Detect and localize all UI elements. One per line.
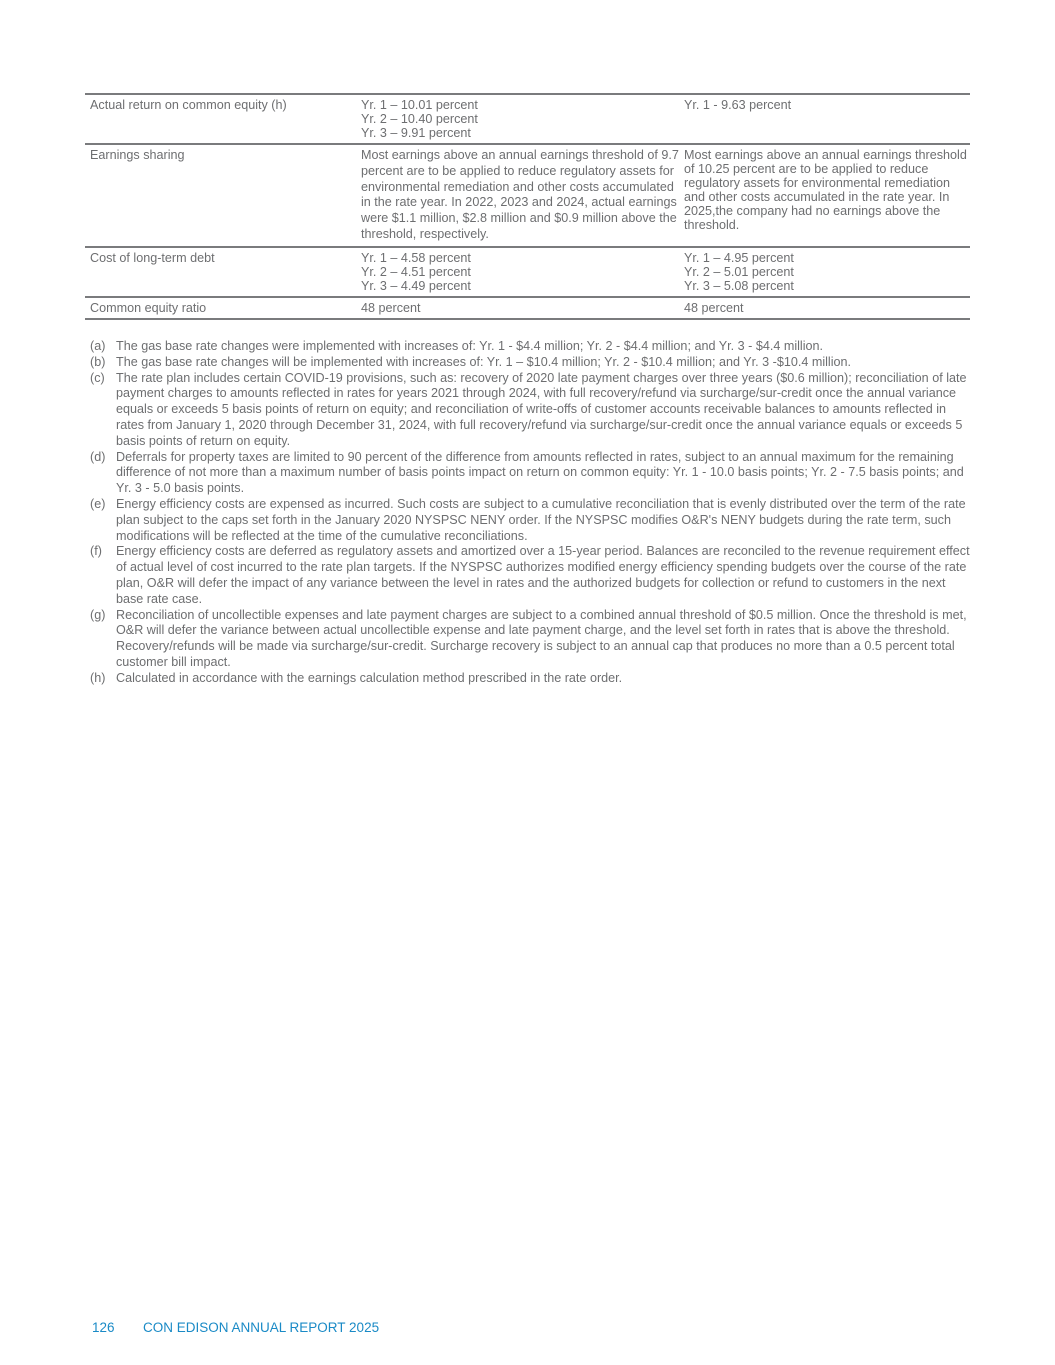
table-cell [356, 94, 679, 144]
row-label: Common equity ratio [90, 300, 207, 315]
footnote [90, 450, 970, 497]
table-row [85, 94, 970, 144]
cell-line: Yr. 3 – 4.49 percent [361, 278, 471, 293]
footnote-text: The gas base rate changes will be implemented with increases of: Yr. 1 – $10.4 million; Yr. 2 - $10.4 million; and Yr. 3 -$10.4 million. [116, 354, 852, 369]
footnotes [90, 339, 970, 687]
row-label: Cost of long-term debt [90, 250, 215, 265]
footnote [90, 371, 970, 450]
footnote [90, 497, 970, 544]
footnote [90, 608, 970, 671]
table-cell [679, 94, 970, 144]
footnote [90, 671, 970, 687]
footnote-marker: (a) [90, 339, 106, 353]
footnote [90, 355, 970, 371]
cell-line: Yr. 3 – 5.08 percent [684, 278, 794, 293]
table-cell [356, 247, 679, 297]
table-cell: 48 percent [361, 300, 421, 315]
footnote-text: The gas base rate changes were implemented with increases of: Yr. 1 - $4.4 million; Yr. 2 - $4.4 million; and Yr. 3 - $4.4 million. [116, 339, 824, 353]
footnote [90, 544, 970, 607]
footnote-text: The rate plan includes certain COVID-19 provisions, such as: recovery of 2020 late payment charges over three years ($0.6 million); reconciliation of late payment charges to amounts reflected in rates for years 2021 through 2024, with full recovery/refund via surcharge/sur-credit once the annual variance equals or exceeds 5 basis points of return on equity; and reconciliation of write-offs of customer accounts receivable balances to amounts reflected in rates from January 1, 2020 through December 31, 2024, with full recovery/refund via surcharge/sur-credit once the annual variance equals or exceeds 5 basis points of return on equity. [116, 370, 967, 448]
table-cell [679, 247, 970, 297]
footnote-text: Energy efficiency costs are deferred as regulatory assets and amortized over a 15-year period. Balances are reconciled to the revenue requirement effect of actual level of cost incurred to the rate plan targets. If the NYSPSC authorizes modified energy efficiency spending budgets over the course of the rate plan, O&R will defer the impact of any variance between the level in rates and the authorized budgets for collection or refund to customers in the next base rate case. [116, 544, 970, 606]
cell-line: Yr. 1 – 10.01 percent [361, 98, 478, 112]
footnote-marker: (d) [90, 449, 106, 464]
table-cell: Most earnings above an annual earnings threshold of 10.25 percent are to be applied to reduce regulatory assets for environmental remediation and other costs accumulated in the rate year. In 2025,the company had no earnings above the threshold. [684, 148, 967, 232]
footnote-marker: (g) [90, 607, 106, 622]
cell-line: Yr. 1 - 9.63 percent [684, 98, 792, 112]
footnote-marker: (b) [90, 354, 106, 369]
footnote [90, 339, 970, 355]
rate-plan-table [85, 93, 970, 320]
page-number: 126 [92, 1320, 115, 1335]
cell-line: Yr. 1 – 4.95 percent [684, 250, 794, 265]
table-cell: Most earnings above an annual earnings threshold of 9.7 percent are to be applied to reduce regulatory assets for environmental remediation and other costs accumulated in the rate year. In 2022, 2023 and 2024, actual earnings were $1.1 million, $2.8 million and $0.9 million above the threshold, respectively. [361, 148, 679, 241]
row-label: Actual return on common equity (h) [90, 98, 287, 112]
footnote-marker: (e) [90, 496, 106, 511]
table-row [85, 144, 970, 247]
cell-line: Yr. 2 – 10.40 percent [361, 112, 478, 126]
footnote-text: Reconciliation of uncollectible expenses and late payment charges are subject to a combined annual threshold of $0.5 million. Once the threshold is met, O&R will defer the variance between actual uncollectible expense and late payment charge, and the level set forth in rates that is above the threshold. Recovery/refunds will be made via surcharge/sur-credit. Surcharge recovery is subject to an annual cap that produces no more than a 0.5 percent total customer bill impact. [116, 607, 967, 669]
cell-line: Yr. 2 – 5.01 percent [684, 264, 794, 279]
report-title: CON EDISON ANNUAL REPORT 2025 [143, 1320, 380, 1335]
footnote-text: Calculated in accordance with the earnings calculation method prescribed in the rate order. [116, 670, 623, 685]
footnote-marker: (f) [90, 544, 102, 559]
table-cell: 48 percent [684, 300, 744, 315]
footnote-marker: (c) [90, 370, 105, 385]
footnote-marker: (h) [90, 670, 106, 685]
cell-line: Yr. 1 – 4.58 percent [361, 250, 471, 265]
footnote-text: Deferrals for property taxes are limited to 90 percent of the difference from amounts reflected in rates, subject to an annual maximum for the remaining difference of not more than a maximum number of basis points impact on return on common equity: Yr. 1 - 10.0 basis points; Yr. 2 - 7.5 basis points; and Yr. 3 - 5.0 basis points. [116, 449, 964, 496]
row-label: Earnings sharing [90, 148, 185, 162]
table-row [85, 297, 970, 319]
footnote-text: Energy efficiency costs are expensed as incurred. Such costs are subject to a cumulative reconciliation that is evenly distributed over the term of the rate plan subject to the caps set forth in the January 2020 NYSPSC NENY order. If the NYSPSC modifies O&R's NENY budgets during the rate term, such modifications will be reflected at the time of the cumulative reconciliations. [116, 496, 966, 543]
cell-line: Yr. 3 – 9.91 percent [361, 126, 471, 140]
table-row [85, 247, 970, 297]
cell-line: Yr. 2 – 4.51 percent [361, 264, 471, 279]
page-footer [92, 1320, 379, 1335]
